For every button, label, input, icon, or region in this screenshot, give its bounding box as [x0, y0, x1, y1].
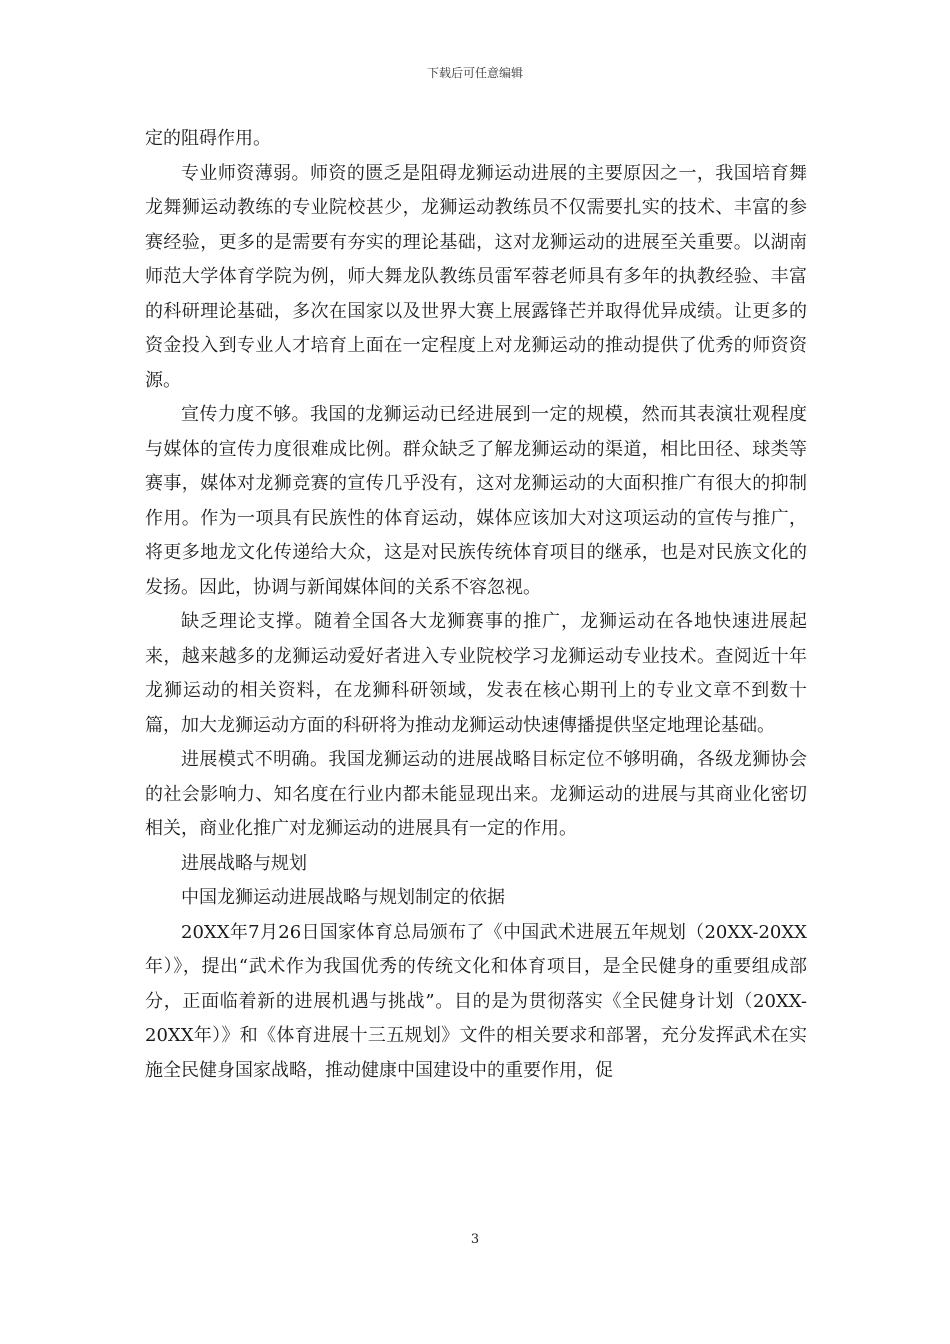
document-body — [145, 122, 807, 1088]
paragraph: 宣传力度不够。我国的龙狮运动已经进展到一定的规模，然而其表演壮观程度与媒体的宣传力度很难成比例。群众缺乏了解龙狮运动的渠道，相比田径、球类等赛事，媒体对龙狮竞赛的宣传几乎没有，这对龙狮运动的大面积推广有很大的抑制作用。作为一项具有民族性的体育运动，媒体应该加大对这项运动的宣传与推广，将更多地龙文化传递给大众，这是对民族传统体育项目的继承，也是对民族文化的发扬。因此，协调与新闻媒体间的关系不容忽视。 — [145, 404, 807, 598]
paragraph: 进展模式不明确。我国龙狮运动的进展战略目标定位不够明确，各级龙狮协会的社会影响力、知名度在行业内都未能显现出来。龙狮运动的进展与其商业化密切相关，商业化推广对龙狮运动的进展具有一定的作用。 — [145, 749, 807, 839]
page-number: 3 — [470, 1232, 480, 1247]
paragraph: 缺乏理论支撑。随着全国各大龙狮赛事的推广，龙狮运动在各地快速进展起来，越来越多的龙狮运动爱好者进入专业院校学习龙狮运动专业技术。查阅近十年龙狮运动的相关资料，在龙狮科研领域，发表在核心期刊上的专业文章不到数十篇，加大龙狮运动方面的科研将为推动龙狮运动快速傳播提供坚定地理论基础。 — [145, 611, 807, 736]
subsection-heading: 中国龙狮运动进展战略与规划制定的依据 — [181, 887, 505, 908]
page-header: 下载后可任意编辑 — [426, 66, 523, 80]
paragraph: 专业师资薄弱。师资的匮乏是阻碍龙狮运动进展的主要原因之一，我国培育舞龙舞狮运动教练的专业院校甚少，龙狮运动教练员不仅需要扎实的技术、丰富的参赛经验，更多的是需要有夯实的理论基础，这对龙狮运动的进展至关重要。以湖南师范大学体育学院为例，师大舞龙队教练员雷军蓉老师具有多年的执教经验、丰富的科研理论基础，多次在国家以及世界大赛上展露锋芒并取得优异成绩。让更多的资金投入到专业人才培育上面在一定程度上对龙狮运动的推动提供了优秀的师资资源。 — [145, 162, 807, 391]
paragraph: 定的阻碍作用。 — [145, 128, 271, 149]
section-heading: 进展战略与规划 — [181, 852, 307, 874]
paragraph: 20XX年7月26日国家体育总局颁布了《中国武术进展五年规划（20XX-20XX年）》，提出“武术作为我国优秀的传统文化和体育项目，是全民健身的重要组成部分，正面临着新的进展机遇与挑战”。目的是为贯彻落实《全民健身计划（20XX-20XX年）》和《体育进展十三五规划》文件的相关要求和部署，充分发挥武术在实施全民健身国家战略，推动健康中国建设中的重要作用，促 — [145, 921, 807, 1081]
